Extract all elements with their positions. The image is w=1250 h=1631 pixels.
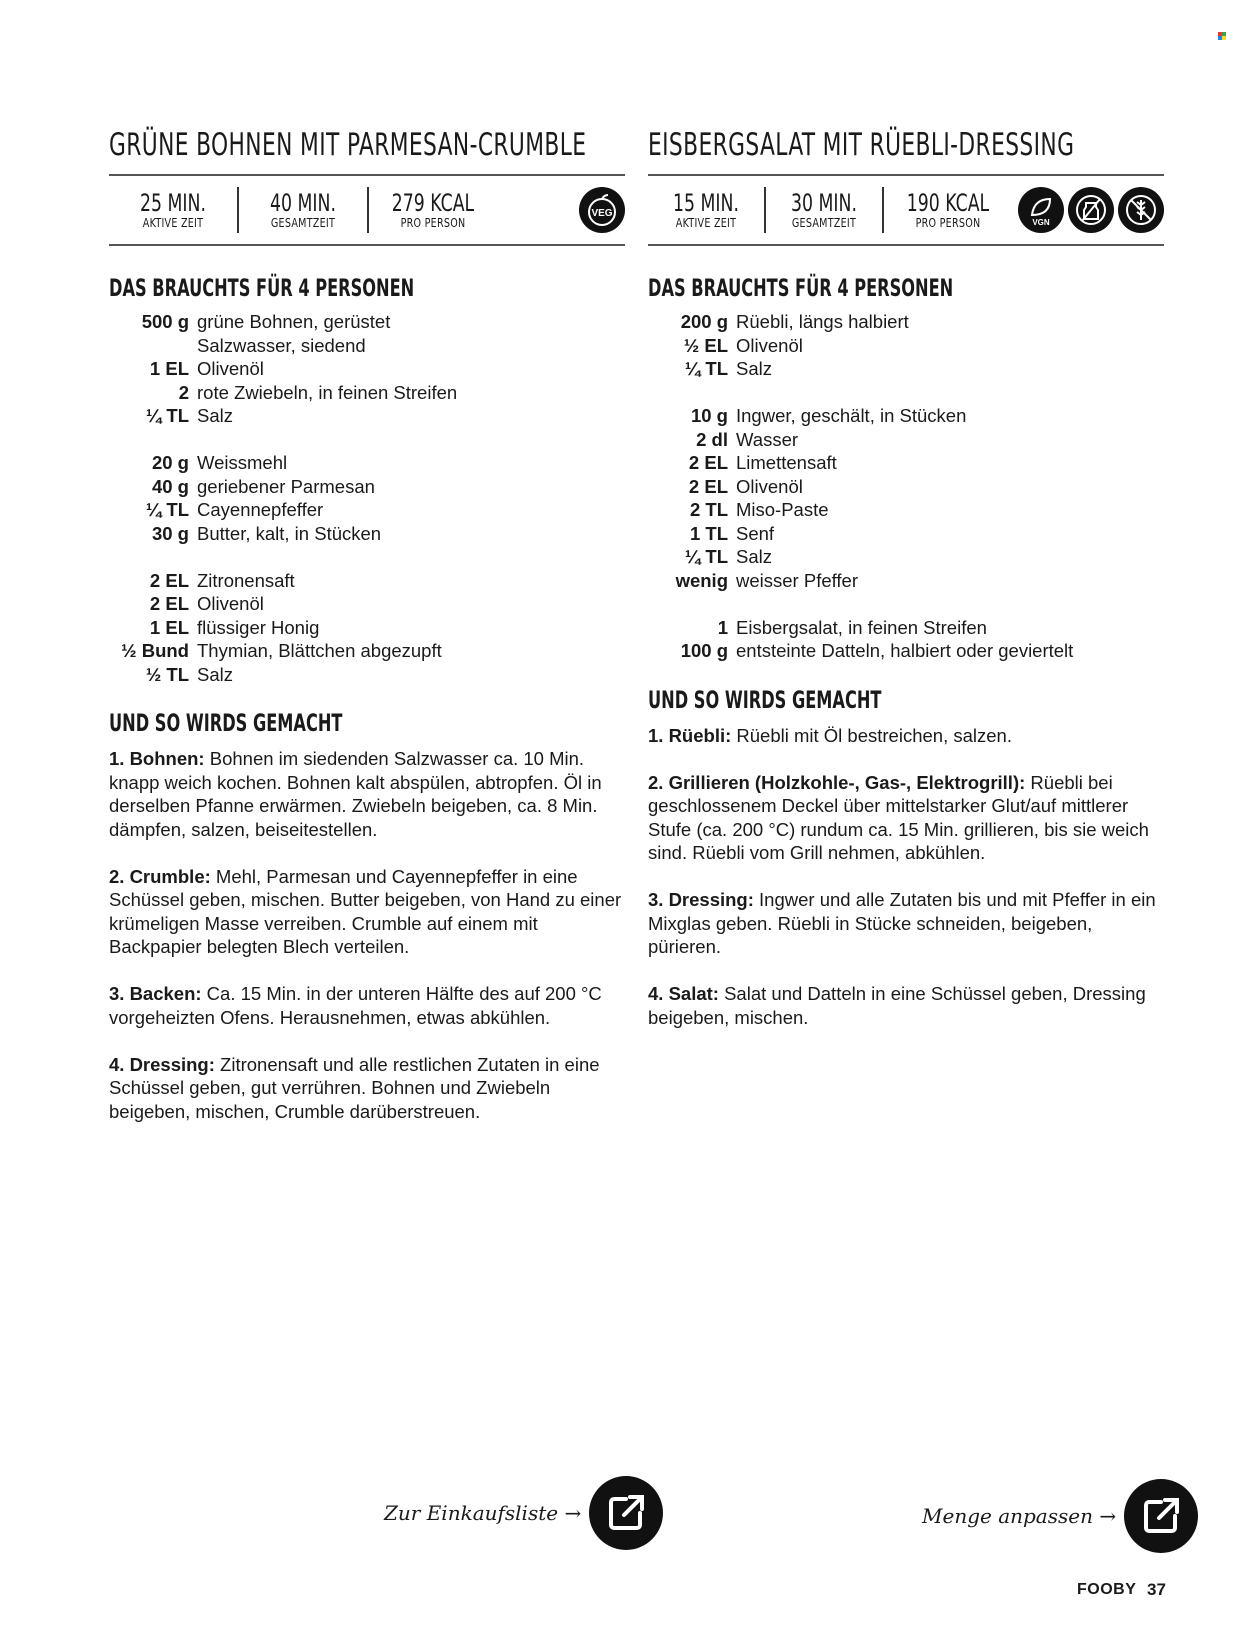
ingredient-name: weisser Pfeffer (736, 569, 859, 591)
ingredient-name: geriebener Parmesan (197, 475, 375, 497)
step-text: Ingwer und alle Zutaten bis und mit Pfeffer in ein Mixglas geben. Rüebli in Stücke schneiden, beigeben, pürieren. (648, 889, 1156, 957)
ingredient-qty: 200 g (680, 311, 728, 332)
ingredient-row (648, 569, 1164, 593)
ingredient-row (648, 404, 1164, 428)
step-text: Rüebli mit Öl bestreichen, salzen. (731, 724, 1012, 746)
ingredient-row (109, 451, 625, 475)
recipe-meta (648, 174, 1164, 246)
ingredient-name: Senf (736, 522, 775, 544)
ingredient-row (648, 310, 1164, 334)
steps-list (109, 747, 625, 1123)
ingredient-name: Salz (736, 358, 772, 379)
step-paragraph (109, 1053, 625, 1124)
ingredient-row (648, 522, 1164, 546)
ingredient-name: Rüebli, längs halbiert (736, 311, 909, 332)
brand-logo: FOOBY (1077, 1581, 1137, 1598)
ingredient-row (648, 451, 1164, 475)
ingredient-name: Olivenöl (197, 358, 264, 379)
shopping-list-label: Zur Einkaufsliste → (384, 1501, 582, 1525)
ingredient-qty: 2 EL (688, 452, 728, 473)
recipe-right (648, 120, 1164, 1053)
ingredient-row (648, 616, 1164, 640)
meta-total-time: 40 MIN. GESAMTZEIT (270, 189, 336, 230)
ingredient-name: Salz (197, 405, 233, 426)
ingredient-name: rote Zwiebeln, in feinen Streifen (197, 381, 458, 403)
ingredient-row (109, 310, 625, 334)
shopping-list-link[interactable] (384, 1476, 663, 1550)
adjust-amount-link[interactable] (922, 1479, 1198, 1553)
ingredient-qty: ½ EL (683, 334, 728, 356)
ingredient-qty: 500 g (141, 311, 189, 332)
step-paragraph (648, 771, 1164, 865)
ingredient-name: Miso-Paste (736, 499, 829, 520)
meta-kcal: 190 KCAL PRO PERSON (906, 189, 990, 230)
ingredient-qty: 2 EL (149, 569, 189, 591)
ingredient-row (109, 639, 625, 663)
step-heading: 4. Salat: (648, 983, 719, 1004)
ingredient-qty: ¼ TL (145, 405, 189, 426)
steps-title: UND SO WIRDS GEMACHT (109, 709, 343, 737)
step-heading: 3. Dressing: (648, 889, 754, 910)
external-link-icon[interactable] (1124, 1479, 1198, 1553)
ingredient-qty: 1 (717, 616, 728, 638)
step-paragraph (109, 982, 625, 1029)
recipe-meta (109, 174, 625, 246)
ingredients-title: DAS BRAUCHTS FÜR 4 PERSONEN (648, 274, 954, 302)
ingredient-name: Salz (197, 663, 233, 685)
vegetarian-icon (579, 187, 625, 233)
steps-title: UND SO WIRDS GEMACHT (648, 685, 882, 714)
gluten-free-icon (1118, 187, 1164, 233)
ingredients-list (648, 310, 1164, 663)
ingredient-name: Weissmehl (197, 452, 288, 473)
step-paragraph (648, 982, 1164, 1029)
ingredient-row (648, 545, 1164, 569)
ingredient-qty: 40 g (151, 475, 189, 497)
ingredient-name: Salzwasser, siedend (197, 334, 366, 356)
step-paragraph (109, 747, 625, 841)
ingredient-row (109, 616, 625, 640)
step-paragraph (648, 724, 1164, 748)
ingredient-qty (109, 334, 197, 358)
vegan-icon (1018, 187, 1064, 233)
step-text: Bohnen im siedenden Salzwasser ca. 10 Min. knapp weich kochen. Bohnen kalt abspülen, abtropfen. Öl in derselben Pfanne erwärmen. Zwiebeln beigeben, ca. 8 Min. dämpfen, salzen, beiseitestellen. (109, 748, 602, 840)
ingredient-qty: 10 g (690, 405, 728, 426)
ingredients-title: DAS BRAUCHTS FÜR 4 PERSONEN (109, 274, 415, 302)
print-color-mark (1218, 32, 1226, 40)
meta-kcal: 279 KCAL PRO PERSON (391, 189, 475, 230)
ingredient-name: Salz (736, 546, 772, 567)
ingredient-row (648, 498, 1164, 522)
ingredient-name: Olivenöl (197, 593, 264, 614)
recipe-left (109, 120, 625, 1147)
ingredient-name: Cayennepfeffer (197, 499, 324, 520)
ingredient-qty: 2 (178, 381, 189, 403)
ingredient-qty: wenig (675, 569, 728, 591)
step-paragraph (648, 888, 1164, 959)
ingredient-qty: 20 g (151, 452, 189, 473)
diet-badges (579, 187, 625, 233)
ingredient-spacer (109, 428, 625, 452)
ingredient-name: Thymian, Blättchen abgezupft (197, 640, 442, 661)
ingredient-row (648, 639, 1164, 663)
ingredient-qty: 1 TL (689, 522, 728, 544)
lactose-free-icon (1068, 187, 1114, 233)
ingredient-row (648, 334, 1164, 358)
ingredient-name: Butter, kalt, in Stücken (197, 522, 382, 544)
ingredient-qty: 2 TL (689, 499, 728, 520)
ingredient-qty: ½ Bund (121, 640, 189, 661)
step-text: Salat und Datteln in eine Schüssel geben, Dressing beigeben, mischen. (648, 983, 1146, 1028)
step-heading: 1. Rüebli: (648, 724, 732, 746)
recipe-title: GRÜNE BOHNEN MIT PARMESAN-CRUMBLE (109, 127, 587, 163)
step-text: Zitronensaft und alle restlichen Zutaten in eine Schüssel geben, gut verrühren. Bohnen und Zwiebeln beigeben, mischen, Crumble darüberstreuen. (109, 1053, 600, 1122)
step-heading: 1. Bohnen: (109, 748, 205, 769)
ingredient-qty: 1 EL (149, 358, 189, 379)
svg-text:VEG: VEG (591, 208, 613, 219)
meta-active-time: 25 MIN. AKTIVE ZEIT (140, 189, 206, 230)
ingredient-row (109, 569, 625, 593)
ingredient-qty: ½ TL (145, 663, 189, 685)
ingredient-row (109, 522, 625, 546)
step-heading: 3. Backen: (109, 983, 202, 1004)
step-text: Ca. 15 Min. in der unteren Hälfte des auf 200 °C vorgeheizten Ofens. Herausnehmen, etwas abkühlen. (109, 983, 602, 1028)
ingredient-name: Ingwer, geschält, in Stücken (736, 405, 967, 426)
ingredient-qty: 2 EL (688, 475, 728, 497)
ingredient-row (648, 357, 1164, 381)
ingredient-row (109, 663, 625, 687)
external-link-icon[interactable] (589, 1476, 663, 1550)
ingredient-row (648, 475, 1164, 499)
ingredient-name: Wasser (736, 428, 799, 450)
ingredient-name: grüne Bohnen, gerüstet (197, 311, 391, 332)
svg-text:VGN: VGN (1032, 218, 1050, 227)
ingredient-spacer (648, 381, 1164, 405)
ingredient-qty: ¼ TL (684, 358, 728, 379)
ingredients-list (109, 310, 625, 686)
adjust-amount-label: Menge anpassen → (922, 1504, 1117, 1528)
ingredient-name: Olivenöl (736, 334, 803, 356)
step-heading: 4. Dressing: (109, 1053, 215, 1075)
ingredient-name: entsteinte Datteln, halbiert oder geviertelt (736, 640, 1074, 661)
ingredient-qty: ¼ TL (684, 546, 728, 567)
step-paragraph (109, 865, 625, 959)
ingredient-row (109, 381, 625, 405)
ingredient-row (648, 428, 1164, 452)
step-heading: 2. Crumble: (109, 865, 211, 887)
ingredient-row (109, 334, 625, 358)
ingredient-name: flüssiger Honig (197, 616, 320, 638)
ingredient-name: Eisbergsalat, in feinen Streifen (736, 616, 987, 638)
meta-active-time: 15 MIN. AKTIVE ZEIT (673, 189, 739, 230)
step-heading: 2. Grillieren (Holzkohle-, Gas-, Elektrogrill): (648, 771, 1026, 793)
ingredient-qty: 100 g (680, 640, 728, 661)
ingredient-row (109, 357, 625, 381)
ingredient-row (109, 475, 625, 499)
ingredient-row (109, 498, 625, 522)
ingredient-qty: 1 EL (149, 616, 189, 638)
ingredient-qty: 2 dl (696, 428, 728, 450)
diet-badges (1018, 187, 1164, 233)
ingredient-spacer (109, 545, 625, 569)
step-text: Rüebli bei geschlossenem Deckel über mittelstarker Glut/auf mittlerer Stufe (ca. 200 °C) rundum ca. 15 Min. grillieren, bis sie weich sind. Rüebli vom Grill nehmen, abkühlen. (648, 771, 1149, 863)
recipe-title: EISBERGSALAT MIT RÜEBLI-DRESSING (648, 127, 1075, 163)
meta-total-time: 30 MIN. GESAMTZEIT (791, 189, 857, 230)
steps-list (648, 724, 1164, 1030)
ingredient-row (109, 404, 625, 428)
ingredient-name: Limettensaft (736, 452, 837, 473)
ingredient-name: Zitronensaft (197, 569, 295, 591)
ingredient-row (109, 592, 625, 616)
ingredient-name: Olivenöl (736, 475, 803, 497)
ingredient-qty: ¼ TL (145, 499, 189, 520)
ingredient-spacer (648, 592, 1164, 616)
page-number: 37 (1147, 1580, 1166, 1599)
ingredient-qty: 2 EL (149, 593, 189, 614)
step-text: Mehl, Parmesan und Cayennepfeffer in eine Schüssel geben, mischen. Butter beigeben, von Hand zu einer krümeligen Masse verreiben. Crumble auf einem mit Backpapier belegten Blech verteilen. (109, 865, 622, 957)
ingredient-qty: 30 g (151, 522, 189, 544)
